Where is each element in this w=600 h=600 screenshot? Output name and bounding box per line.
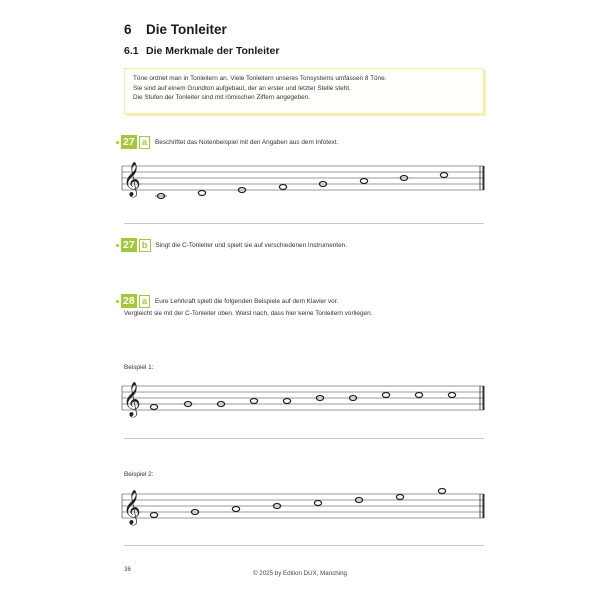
chapter-number: 6 (124, 22, 132, 37)
info-line: Die Stufen der Tonleiter sind mit römischen Ziffern angegeben. (133, 94, 311, 102)
notes (150, 489, 445, 518)
task-text: Eure Lehrkraft spielt die folgenden Beispiele auf dem Klavier vor. (154, 297, 339, 305)
note (314, 501, 321, 506)
note (150, 513, 157, 518)
note (396, 495, 403, 500)
task-letter-badge: b (139, 239, 151, 252)
page-number: 36 (124, 566, 131, 573)
task-text: Singt die C-Tonleiter und spielt sie auf verschiedenen Instrumenten. (155, 241, 347, 249)
section-number: 6.1 (124, 45, 139, 57)
treble-clef-icon: 𝄞 (123, 490, 141, 525)
section-title: Die Merkmale der Tonleiter (146, 45, 280, 57)
task-letter-badge: a (139, 295, 150, 308)
staff-lines (122, 494, 484, 518)
copyright-notice: © 2025 by Edition DUX, Manching (253, 570, 347, 577)
task-text-continued: Vergleicht sie mit der C-Tonleiter oben. Weist nach, dass hier keine Tonleitern vorliegen. (124, 310, 373, 317)
task-letter-badge: a (139, 136, 150, 149)
example-1-label: Beispiel 1: (124, 364, 154, 371)
task-text: Beschriftet das Notenbeispiel mit den Angaben aus dem Infotext. (154, 138, 339, 146)
info-line: Töne ordnet man in Tonleitern an. Viele Tonleitern unseres Tonsystems umfassen 8 Töne. (133, 75, 387, 82)
chapter-title: Die Tonleiter (146, 22, 227, 37)
info-line: Sie sind auf einem Grundton aufgebaut, der an erster und letzter Stelle steht. (133, 84, 351, 92)
note (232, 507, 239, 512)
treble-clef-icon: 𝄞 (123, 162, 141, 197)
example-2-label: Beispiel 2: (124, 471, 154, 478)
task-number-badge: 28 (123, 295, 135, 307)
note (438, 489, 445, 494)
treble-clef-icon: 𝄞 (123, 382, 141, 417)
task-number-badge: 27 (123, 239, 135, 251)
answer-line[interactable] (124, 545, 484, 546)
task-number-badge: 27 (123, 136, 135, 148)
